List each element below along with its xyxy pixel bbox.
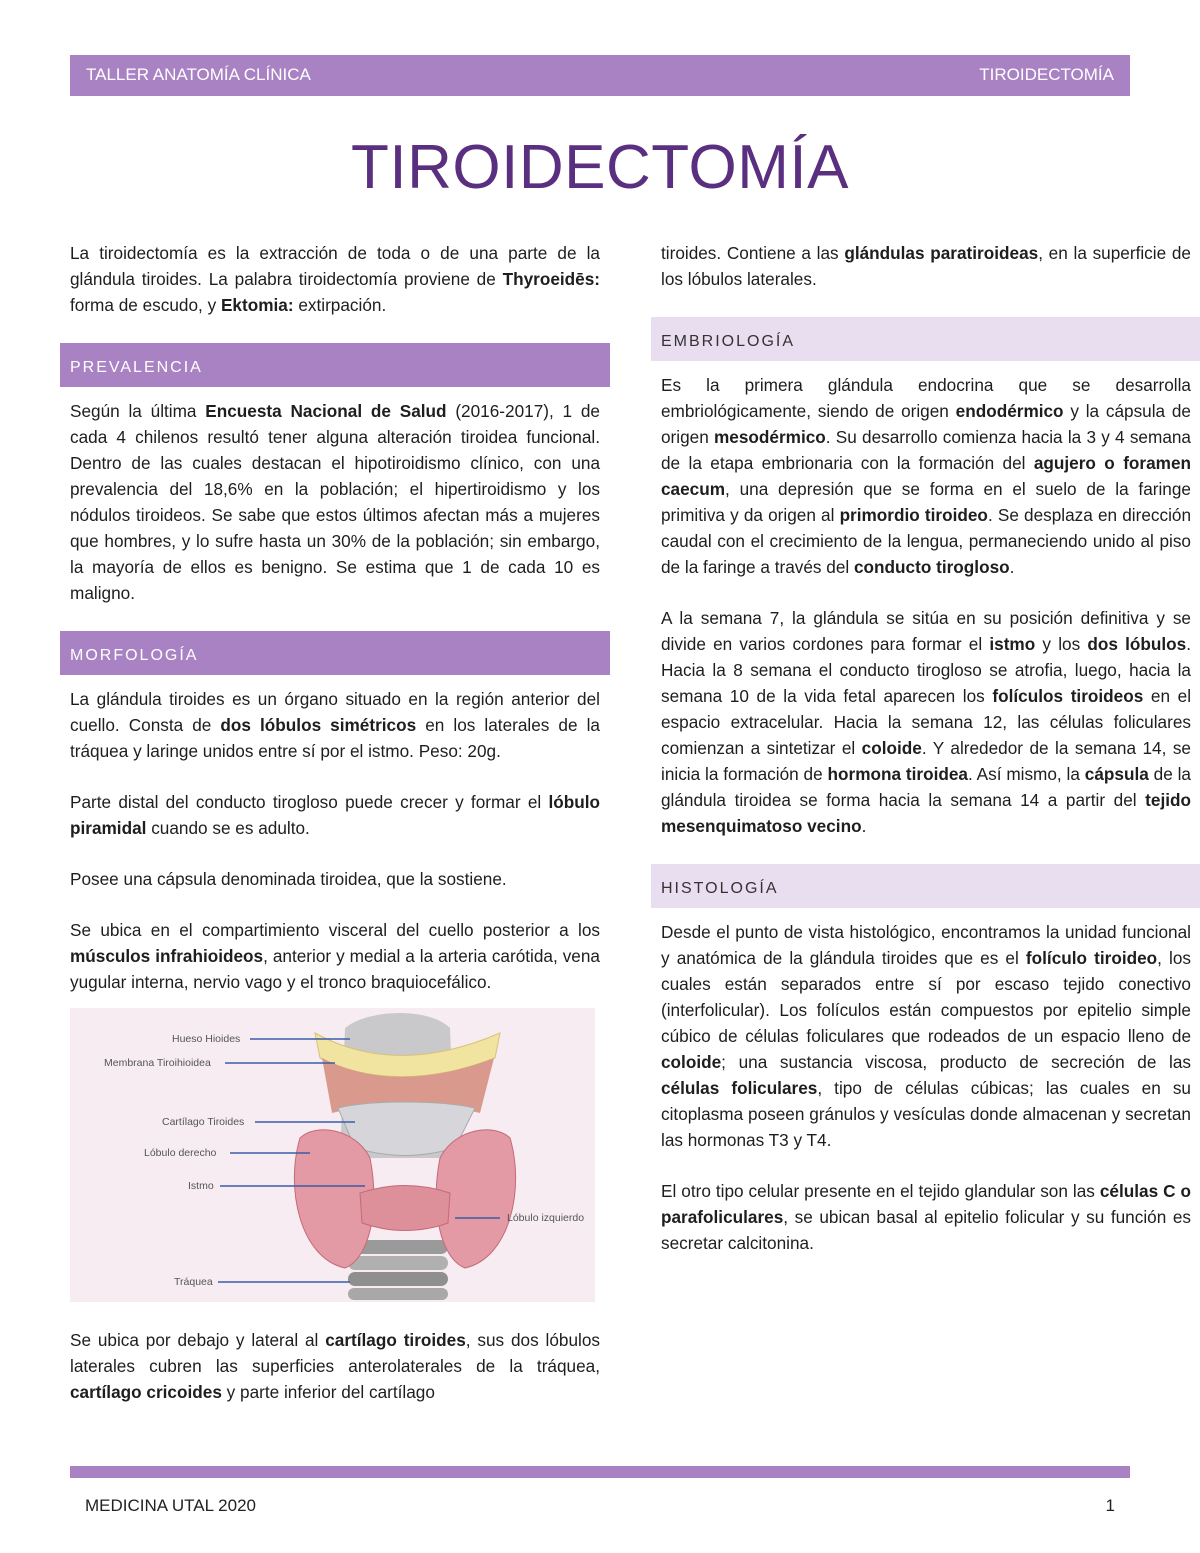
page-number: 1: [1105, 1496, 1115, 1515]
page-title: TIROIDECTOMÍA: [351, 133, 849, 202]
section-heading-morfologia: MORFOLOGÍA: [60, 631, 610, 675]
text-run: La tiroidectomía es la extracción de toda o de una parte de la glándula tiroides. La palabra tiroidectomía proviene de: [70, 243, 600, 289]
bold-term: Ektomia:: [220, 295, 294, 315]
text-run: .: [861, 816, 867, 836]
bold-term: conducto tirogloso: [854, 557, 1010, 577]
text-run: y los: [1035, 634, 1088, 654]
label-cartilago-tiroides: Cartílago Tiroides: [162, 1116, 245, 1128]
right-column: [661, 240, 1191, 1281]
bold-term: dos lóbulos: [1087, 634, 1187, 654]
morfologia-paragraph-4: [70, 917, 600, 995]
text-run: y la cápsula de origen: [661, 401, 1191, 447]
bold-term: cartílago tiroides: [325, 1330, 466, 1350]
bold-term: mesodérmico: [714, 427, 826, 447]
label-membrana-tiroihioidea: Membrana Tiroihioidea: [104, 1057, 211, 1069]
section-heading-embriologia: EMBRIOLOGÍA: [651, 317, 1200, 361]
label-traquea: Tráquea: [174, 1276, 213, 1288]
embriologia-paragraph-2: [661, 605, 1191, 839]
bold-term: músculos infrahioideos: [70, 946, 264, 966]
text-run: . Su desarrollo comienza hacia la 3 y 4 semana de la etapa embrionaria con la formación del: [661, 427, 1191, 473]
text-run: . Se desplaza en dirección caudal con el crecimiento de la lengua, permaneciendo unido al piso de la faringe a través del: [661, 505, 1192, 577]
bold-term: lóbulo piramidal: [70, 792, 600, 838]
bold-term: endodérmico: [955, 401, 1064, 421]
continuation-paragraph: [661, 240, 1191, 292]
text-run: Se ubica en el compartimiento visceral del cuello posterior a los: [70, 920, 600, 940]
text-run: El otro tipo celular presente en el tejido glandular son las: [661, 1181, 1100, 1201]
bold-term: agujero o foramen caecum: [661, 453, 1192, 499]
text-run: , en la superficie de los lóbulos laterales.: [661, 243, 1191, 289]
label-lobulo-derecho: Lóbulo derecho: [144, 1147, 217, 1159]
header-left-text: TALLER ANATOMÍA CLÍNICA: [86, 65, 311, 84]
footer-bar: [70, 1466, 1130, 1478]
bold-term: hormona tiroidea: [827, 764, 968, 784]
text-run: y parte inferior del cartílago: [221, 1382, 435, 1402]
footer-text: MEDICINA UTAL 2020: [85, 1496, 257, 1515]
histologia-paragraph-1: [661, 919, 1191, 1153]
text-run: Según la última: [70, 401, 206, 421]
text-run: de la glándula tiroidea se forma hacia la semana 14 a partir del: [661, 764, 1191, 810]
text-run: cuando se es adulto.: [146, 818, 310, 838]
header-bar: [70, 55, 1130, 96]
label-hueso-hioides: Hueso Hioides: [172, 1033, 241, 1045]
embriologia-paragraph-1: [661, 372, 1191, 580]
bold-term: Encuesta Nacional de Salud: [205, 401, 447, 421]
morfologia-paragraph-2: [70, 789, 600, 841]
text-run: Es la primera glándula endocrina que se desarrolla embriológicamente, siendo de origen: [661, 375, 1191, 421]
text-run: extirpación.: [293, 295, 387, 315]
text-run: , sus dos lóbulos laterales cubren las superficies anterolaterales de la tráquea,: [70, 1330, 600, 1376]
header-right-text: TIROIDECTOMÍA: [979, 65, 1114, 84]
text-run: Posee una cápsula denominada tiroidea, que la sostiene.: [70, 869, 507, 889]
bold-term: coloide: [861, 738, 922, 758]
text-run: , anterior y medial a la arteria carótida, vena yugular interna, nervio vago y el tronco braquiocefálico.: [70, 946, 600, 992]
text-run: Se ubica por debajo y lateral al: [70, 1330, 326, 1350]
text-run: , se ubican basal al epitelio folicular y su función es secretar calcitonina.: [661, 1207, 1191, 1253]
bold-term: células foliculares: [661, 1078, 818, 1098]
text-run: Parte distal del conducto tirogloso puede crecer y formar el: [70, 792, 549, 812]
label-lobulo-izquierdo: Lóbulo izquierdo: [507, 1212, 585, 1224]
bold-term: cartílago cricoides: [70, 1382, 222, 1402]
bold-term: células C o parafoliculares: [661, 1181, 1192, 1227]
bold-term: primordio tiroideo: [839, 505, 988, 525]
morfologia-paragraph-5: [70, 1327, 600, 1405]
text-run: , tipo de células cúbicas; las cuales en su citoplasma poseen gránulos y vesículas donde almacenan y secretan las hormonas T3 y T4.: [661, 1078, 1191, 1150]
text-run: A la semana 7, la glándula se sitúa en su posición definitiva y se divide en varios cordones para formar el: [661, 608, 1191, 654]
bold-term: glándulas paratiroideas: [844, 243, 1039, 263]
morfologia-paragraph-3: [70, 866, 600, 892]
text-run: ; una sustancia viscosa, producto de secreción de las: [721, 1052, 1191, 1072]
bold-term: istmo: [989, 634, 1036, 654]
text-run: en el espacio extracelular. Hacia la semana 12, las células foliculares comienzan a sintetizar el: [661, 686, 1192, 758]
text-run: en los laterales de la tráquea y laringe unidos entre sí por el istmo. Peso: 20g.: [70, 715, 600, 761]
text-run: tiroides. Contiene a las: [661, 243, 845, 263]
prevalencia-paragraph: [70, 398, 600, 606]
text-run: . Así mismo, la: [967, 764, 1085, 784]
left-column: [70, 240, 600, 1405]
text-run: (2016-2017), 1 de cada 4 chilenos resultó tener alguna alteración tiroidea funcional. Dentro de las cuales destacan el hipotiroidismo clínico, con una prevalencia del 18,6% en la población; el hipertiroidismo y los nódulos tiroideos. Se sabe que estos últimos afectan más a mujeres que hombres, y lo sufre hasta un 30% de la población; sin embargo, la mayoría de ellos es benigno. Se estima que 1 de cada 10 es maligno.: [70, 401, 600, 603]
text-run: . Hacia la 8 semana el conducto tirogloso se atrofia, luego, hacia la semana 10 de la vida fetal aparecen los: [661, 634, 1192, 706]
intro-paragraph: [70, 240, 600, 318]
text-run: La glándula tiroides es un órgano situado en la región anterior del cuello. Consta de: [70, 689, 600, 735]
morfologia-paragraph-1: [70, 686, 600, 764]
text-run: Desde el punto de vista histológico, encontramos la unidad funcional y anatómica de la glándula tiroides que es el: [661, 922, 1191, 968]
thyroid-anatomy-figure: [70, 1008, 595, 1302]
text-run: , una depresión que se forma en el suelo de la faringe primitiva y da origen al: [661, 479, 1191, 525]
thyroid-illustration: [70, 1008, 595, 1302]
text-run: , los cuales están separados entre sí por escaso tejido conectivo (interfolicular). Los folículos están compuestos por epitelio simple cúbico de células foliculares que rodeados de un espacio lleno de: [661, 948, 1192, 1046]
bold-term: cápsula: [1084, 764, 1149, 784]
section-heading-histologia: HISTOLOGÍA: [651, 864, 1200, 908]
text-run: . Y alrededor de la semana 14, se inicia la formación de: [661, 738, 1191, 784]
section-heading-prevalencia: PREVALENCIA: [60, 343, 610, 387]
bold-term: tejido mesenquimatoso vecino: [661, 790, 1191, 836]
bold-term: coloide: [661, 1052, 722, 1072]
bold-term: dos lóbulos simétricos: [220, 715, 417, 735]
bold-term: folículo tiroideo: [1025, 948, 1158, 968]
bold-term: folículos tiroideos: [992, 686, 1144, 706]
text-run: .: [1009, 557, 1015, 577]
text-run: forma de escudo, y: [70, 295, 221, 315]
bold-term: Thyroeidēs:: [502, 269, 600, 289]
label-istmo: Istmo: [188, 1180, 214, 1192]
histologia-paragraph-2: [661, 1178, 1191, 1256]
